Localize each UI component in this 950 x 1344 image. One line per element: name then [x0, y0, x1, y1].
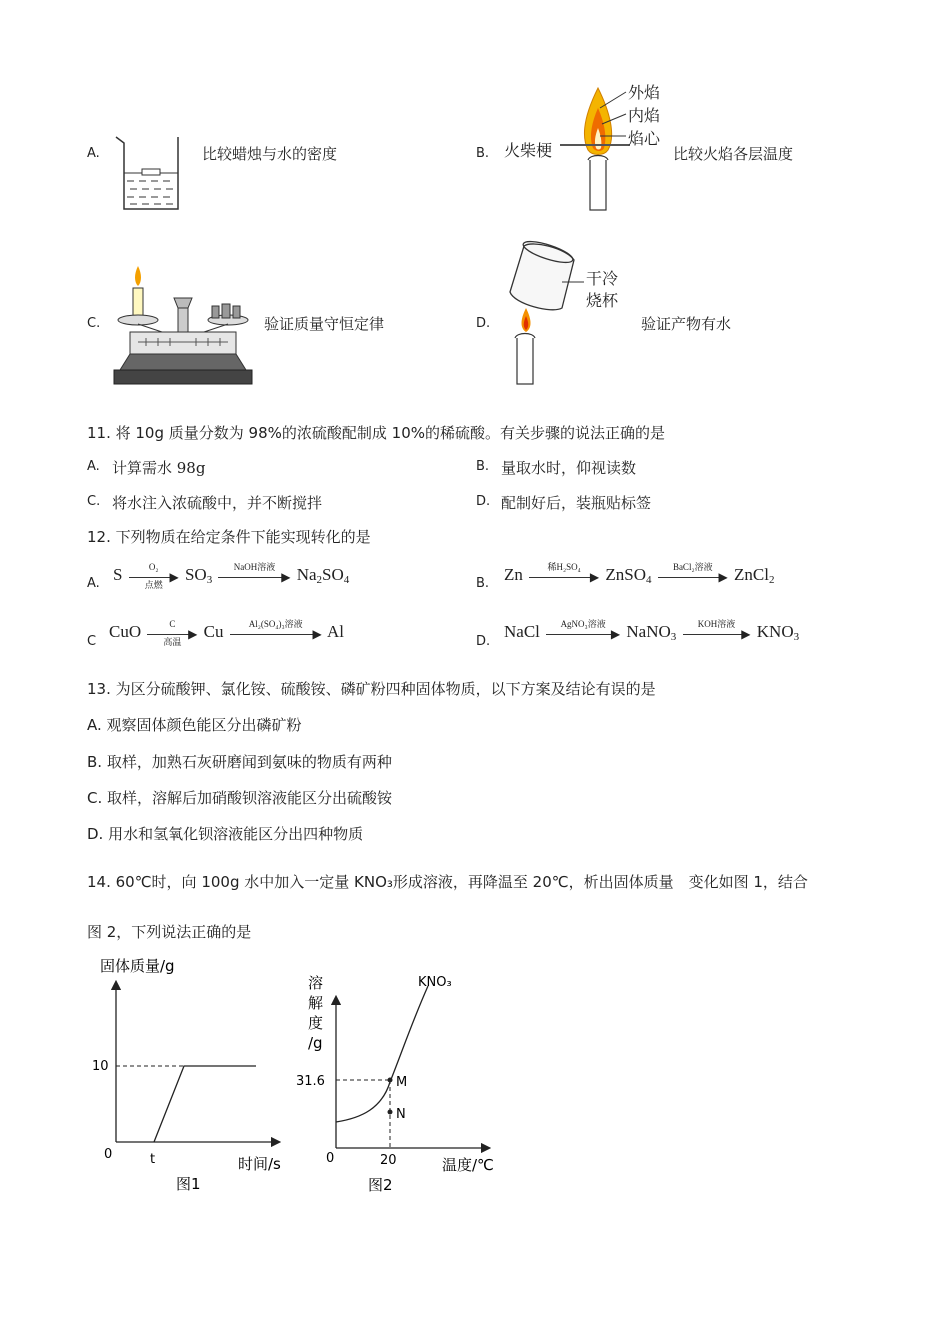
fig2-kno3-curve	[336, 986, 428, 1122]
q11-option-b-letter: B.	[476, 459, 490, 474]
q12b-s1: Zn	[504, 565, 523, 584]
q11-option-a-text: 计算需水 98g	[112, 459, 206, 477]
q12d-arrow-2: KOH溶液 ▶	[683, 623, 751, 643]
option-d-description: 验证产物有水	[641, 315, 732, 333]
q12d-arrow-1: AgNO₃溶液 ▶	[546, 623, 620, 643]
balance-scale-candle-illustration	[112, 262, 254, 388]
q12b-cond1-top: 稀H₂SO₄	[547, 562, 581, 573]
fig2-xlabel: 温度/℃	[442, 1156, 494, 1174]
q12a-arrow-1: O₂ ▶ 点燃	[129, 566, 179, 586]
q12d-s2: NaNO$_3$	[626, 622, 677, 643]
q11-option-c-letter: C.	[87, 494, 101, 509]
fig2-label-n: N	[396, 1107, 406, 1122]
question-14-stem-line2: 图 2，下列说法正确的是	[87, 923, 252, 941]
option-d-letter: D.	[476, 316, 491, 331]
q12-option-c-letter: C	[87, 634, 97, 649]
q12b-cond2-top: BaCl₂溶液	[672, 562, 713, 573]
q12d-cond2-top: KOH溶液	[697, 619, 736, 630]
fig2-ylabel-2: 解	[308, 994, 324, 1012]
option-a-description: 比较蜡烛与水的密度	[202, 145, 338, 163]
cold-beaker-candle-illustration	[500, 238, 584, 388]
q12d-s1: NaCl	[504, 622, 540, 641]
question-12-stem: 12. 下列物质在给定条件下能实现转化的是	[87, 528, 371, 546]
outer-flame-label: 外焰	[628, 83, 661, 102]
fig2-ylabel-3: 度	[308, 1014, 324, 1032]
q12a-cond2-top: NaOH溶液	[233, 562, 276, 573]
q12c-arrow-1: C ▶ 高温	[147, 623, 197, 643]
dry-cold-label: 干冷	[586, 269, 619, 288]
fig2-ylabel-4: /g	[308, 1034, 323, 1052]
question-11-stem: 11. 将 10g 质量分数为 98%的浓硫酸配制成 10%的稀硫酸。有关步骤的说法正确的是	[87, 424, 665, 442]
q11-option-b-text: 量取水时，仰视读数	[501, 459, 637, 477]
option-b-letter: B.	[476, 146, 490, 161]
beaker-label: 烧杯	[586, 291, 619, 310]
option-a-letter: A.	[87, 146, 100, 161]
q12a-cond1-top: O₂	[148, 562, 159, 573]
beaker-water-candle-illustration	[110, 133, 190, 215]
q12-option-b-equation	[504, 562, 775, 586]
q11-option-d-letter: D.	[476, 494, 491, 509]
q12-option-a-letter: A.	[87, 576, 100, 591]
q12-option-b-letter: B.	[476, 576, 490, 591]
fig1-caption: 图1	[176, 1175, 201, 1193]
fig2-xtick-20: 20	[380, 1153, 397, 1168]
q11-option-c-text: 将水注入浓硫酸中，并不断搅拌	[112, 494, 323, 512]
fig1-xtick-t: t	[150, 1152, 156, 1167]
question-13-stem: 13. 为区分硫酸钾、氯化铵、硫酸铵、磷矿粉四种固体物质，以下方案及结论有误的是	[87, 680, 656, 698]
q12c-arrow-2: Al₂(SO₄)₃溶液 ▶	[230, 623, 322, 643]
fig2-ylabel-1: 溶	[308, 974, 324, 992]
q12-option-a-equation	[113, 562, 350, 591]
fig2-label-m: M	[396, 1075, 408, 1090]
q13-option-b: B. 取样，加熟石灰研磨闻到氨味的物质有两种	[87, 753, 392, 771]
fig1-ylabel: 固体质量/g	[100, 957, 175, 975]
matchstick-label: 火柴梗	[504, 141, 553, 160]
fig2-curve-label: KNO₃	[418, 975, 452, 990]
q12-option-d-equation	[504, 619, 800, 643]
flame-core-label: 焰心	[628, 129, 661, 148]
q12b-s2: ZnSO$_4$	[605, 565, 652, 586]
inner-flame-label: 内焰	[628, 106, 661, 125]
fig1-origin: 0	[104, 1147, 113, 1162]
fig2-point-n	[388, 1110, 393, 1115]
fig2-point-m	[388, 1078, 393, 1083]
figure-1-solid-mass-graph	[80, 955, 300, 1200]
q12-option-c-equation	[109, 619, 345, 648]
fig2-caption: 图2	[368, 1176, 393, 1194]
q12b-s3: ZnCl$_2$	[734, 565, 775, 586]
q12c-s1: CuO	[109, 622, 142, 641]
q13-option-a: A. 观察固体颜色能区分出磷矿粉	[87, 716, 302, 734]
q13-option-d: D. 用水和氢氧化钡溶液能区分出四种物质	[87, 825, 364, 843]
question-14-stem-line1: 14. 60℃时，向 100g 水中加入一定量 KNO₃形成溶液，再降温至 20℃，析出固体质量 变化如图 1，结合	[87, 873, 808, 891]
q11-option-d-text: 配制好后，装瓶贴标签	[501, 494, 652, 512]
q12b-arrow-1: 稀H₂SO₄ ▶	[529, 566, 599, 586]
fig1-xlabel: 时间/s	[238, 1155, 281, 1173]
q12-option-d-letter: D.	[476, 634, 491, 649]
fig2-origin: 0	[326, 1151, 335, 1166]
fig2-ytick-31-6: 31.6	[296, 1074, 325, 1089]
q12c-s3: Al	[327, 622, 345, 641]
q12a-cond1-bottom: 点燃	[144, 580, 163, 591]
q12a-s1: S	[113, 565, 123, 584]
q12d-cond1-top: AgNO₃溶液	[560, 619, 606, 630]
q12c-cond1-top: C	[169, 619, 176, 630]
fig1-ytick-10: 10	[92, 1059, 109, 1074]
figure-2-solubility-graph	[290, 962, 510, 1198]
q13-option-c: C. 取样，溶解后加硝酸钡溶液能区分出硫酸铵	[87, 789, 393, 807]
q12c-cond1-bottom: 高温	[163, 637, 182, 648]
fig1-mass-line	[154, 1066, 256, 1142]
option-c-description: 验证质量守恒定律	[264, 315, 385, 333]
q12a-s3: $Na_2SO_4$	[296, 565, 350, 586]
q12a-s2: $SO_3$	[184, 565, 213, 586]
q11-option-a-letter: A.	[87, 459, 100, 474]
q12a-arrow-2: NaOH溶液 ▶	[218, 566, 290, 586]
q12b-arrow-2: BaCl₂溶液 ▶	[658, 566, 728, 586]
q12c-s2: Cu	[203, 622, 224, 641]
option-c-letter: C.	[87, 316, 101, 331]
option-b-description: 比较火焰各层温度	[673, 145, 794, 163]
q12d-s3: $KNO_3$	[756, 622, 800, 643]
q12c-cond2-top: Al₂(SO₄)₃溶液	[248, 619, 303, 630]
